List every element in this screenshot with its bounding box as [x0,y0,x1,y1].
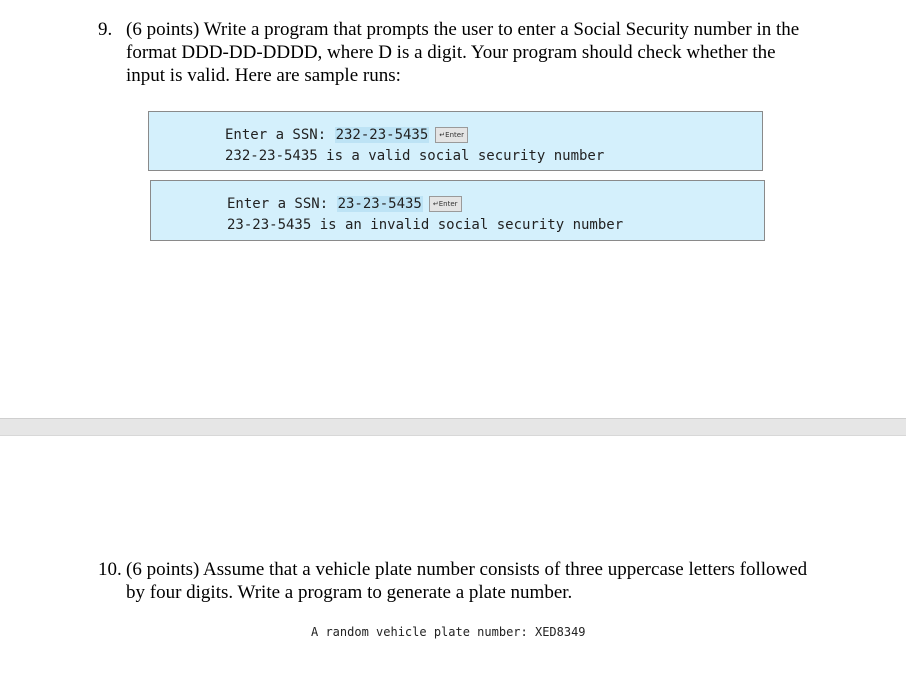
result-line: 23-23-5435 is an invalid social security number [227,217,624,233]
page-divider [0,418,906,436]
question-text-line: (6 points) Write a program that prompts the user to enter a Social Security number in the [126,19,800,40]
prompt-line [227,195,462,213]
question-text-line: format DDD-DD-DDDD, where D is a digit. Your program should check whether the [126,42,776,63]
question-text-line: (6 points) Assume that a vehicle plate number consists of three uppercase letters followed [126,559,808,580]
question-text [126,558,876,604]
question-text-line: by four digits. Write a program to generate a plate number. [126,582,573,603]
question-text [126,18,846,87]
prompt-text: Enter a SSN: [227,196,337,212]
result-line: 232-23-5435 is a valid social security number [225,148,605,164]
user-input: 23-23-5435 [337,196,422,212]
prompt-line [225,126,468,144]
prompt-text: Enter a SSN: [225,127,335,143]
question-text-line: input is valid. Here are sample runs: [126,65,401,86]
question-number: 9. [98,19,113,40]
enter-key-icon: ↵Enter [429,196,462,212]
sample-output: A random vehicle plate number: XED8349 [311,625,586,639]
sample-run-valid [148,111,763,171]
user-input: 232-23-5435 [335,127,429,143]
sample-run-invalid [150,180,765,241]
enter-key-icon: ↵Enter [435,127,468,143]
question-number: 10. [98,559,122,580]
